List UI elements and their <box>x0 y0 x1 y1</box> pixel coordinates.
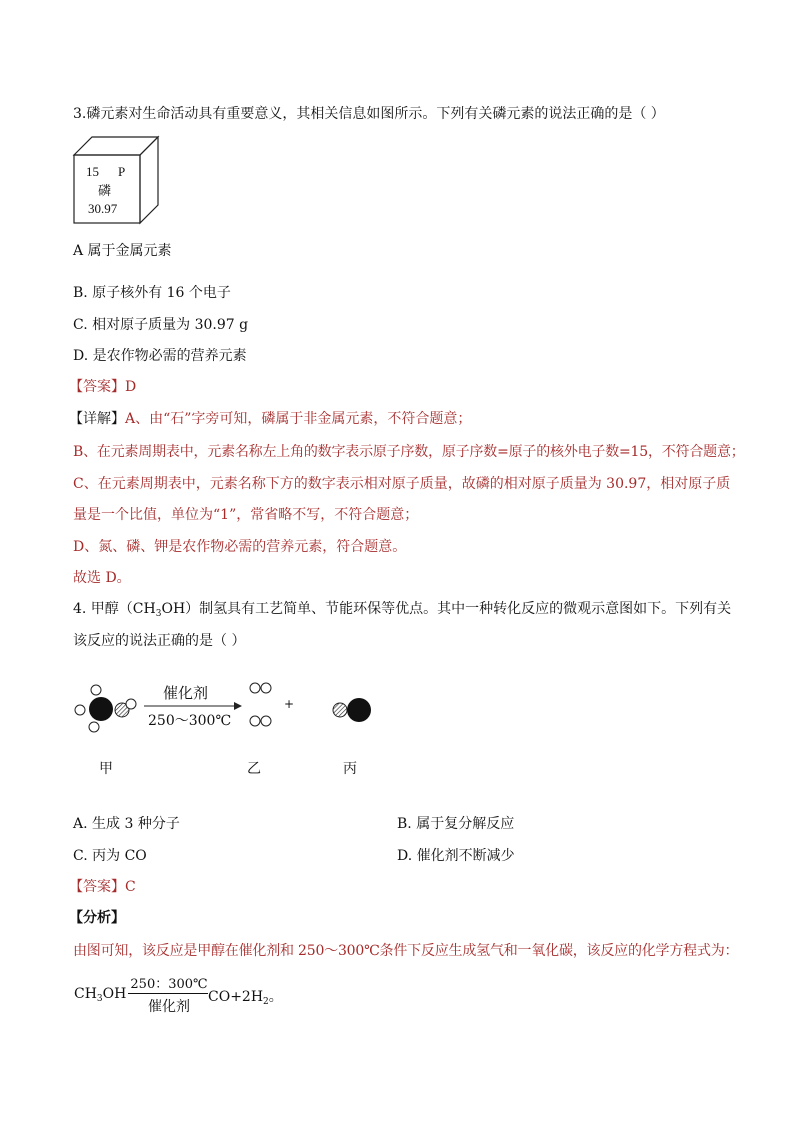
q3-detail-c1: C、在元素周期表中，元素名称下方的数字表示相对原子质量，故磷的相对原子质量为 30.97，相对原子质 <box>73 476 731 492</box>
label-jia: 甲 <box>99 761 113 777</box>
equation-reactant-a: CH <box>74 986 97 1002</box>
q4-stem-line1 <box>73 598 731 619</box>
equation-end: 。 <box>268 989 283 1005</box>
q4-stem-line2: 该反应的说法正确的是（ ） <box>73 633 246 649</box>
q4-stem-prefix: 4. 甲醇（CH <box>73 601 156 617</box>
q3-option-c: C. 相对原子质量为 30.97 g <box>73 317 249 333</box>
q3-detail-label: 【详解】 <box>69 411 125 427</box>
equation-condition-top: 250：300℃ <box>130 977 208 992</box>
q4-option-c: C. 丙为 CO <box>73 848 147 864</box>
element-name: 磷 <box>98 183 112 198</box>
q3-detail-a: A、由“石”字旁可知，磷属于非金属元素，不符合题意； <box>125 411 472 427</box>
equation-product-a: CO+2H <box>208 989 264 1005</box>
equation-reactant-sub: 3 <box>96 994 103 1004</box>
q4-option-d: D. 催化剂不断减少 <box>397 848 515 864</box>
equation-reactant-b: OH <box>102 986 127 1002</box>
q3-option-a: A 属于金属元素 <box>73 243 172 259</box>
equation-arrow-line <box>128 993 208 994</box>
q4-stem-subscript: 3 <box>155 609 162 619</box>
q3-option-d: D. 是农作物必需的营养元素 <box>73 348 247 364</box>
element-atomic-number: 15 <box>86 164 99 179</box>
q4-option-b: B. 属于复分解反应 <box>397 816 515 832</box>
q4-analysis-label: 【分析】 <box>69 910 125 926</box>
equation-condition-bottom: 催化剂 <box>148 999 190 1015</box>
equation-product <box>208 986 283 1007</box>
q4-analysis-text: 由图可知，该反应是甲醇在催化剂和 250～300℃条件下反应生成氢气和一氧化碳，该反应的化学方程式为： <box>73 943 739 959</box>
q3-detail-line-a <box>69 408 471 428</box>
q3-detail-b: B、在元素周期表中，元素名称左上角的数字表示原子序数，原子序数=原子的核外电子数=15，不符合题意； <box>73 444 745 460</box>
equation-product-sub: 2 <box>263 997 269 1007</box>
label-yi: 乙 <box>247 761 261 777</box>
q3-answer: 【答案】D <box>69 379 137 395</box>
q3-stem: 3.磷元素对生命活动具有重要意义，其相关信息如图所示。下列有关磷元素的说法正确的是（ ） <box>73 106 665 122</box>
methanol-molecule-icon <box>75 685 136 732</box>
q4-option-a: A. 生成 3 种分子 <box>73 816 180 832</box>
plus-sign: + <box>284 697 295 711</box>
q4-answer: 【答案】C <box>69 879 136 895</box>
element-symbol: P <box>118 164 126 179</box>
label-bing: 丙 <box>343 761 357 777</box>
q3-option-b: B. 原子核外有 16 个电子 <box>73 285 231 301</box>
q4-stem-suffix: OH）制氢具有工艺简单、节能环保等优点。其中一种转化反应的微观示意图如下。下列有关 <box>161 601 732 617</box>
q3-conclusion: 故选 D。 <box>73 570 131 586</box>
q3-detail-d: D、氮、磷、钾是农作物必需的营养元素，符合题意。 <box>73 539 407 555</box>
equation-reactant <box>74 986 126 1004</box>
catalyst-label: 催化剂 <box>163 684 209 702</box>
q3-detail-c2: 量是一个比值，单位为“1”，常省略不写，不符合题意； <box>73 507 419 523</box>
element-atomic-mass: 30.97 <box>88 201 118 216</box>
temperature-label: 250～300℃ <box>148 713 232 729</box>
carbon-monoxide-molecule-icon <box>333 698 371 722</box>
hydrogen-molecules-icon <box>250 683 271 726</box>
